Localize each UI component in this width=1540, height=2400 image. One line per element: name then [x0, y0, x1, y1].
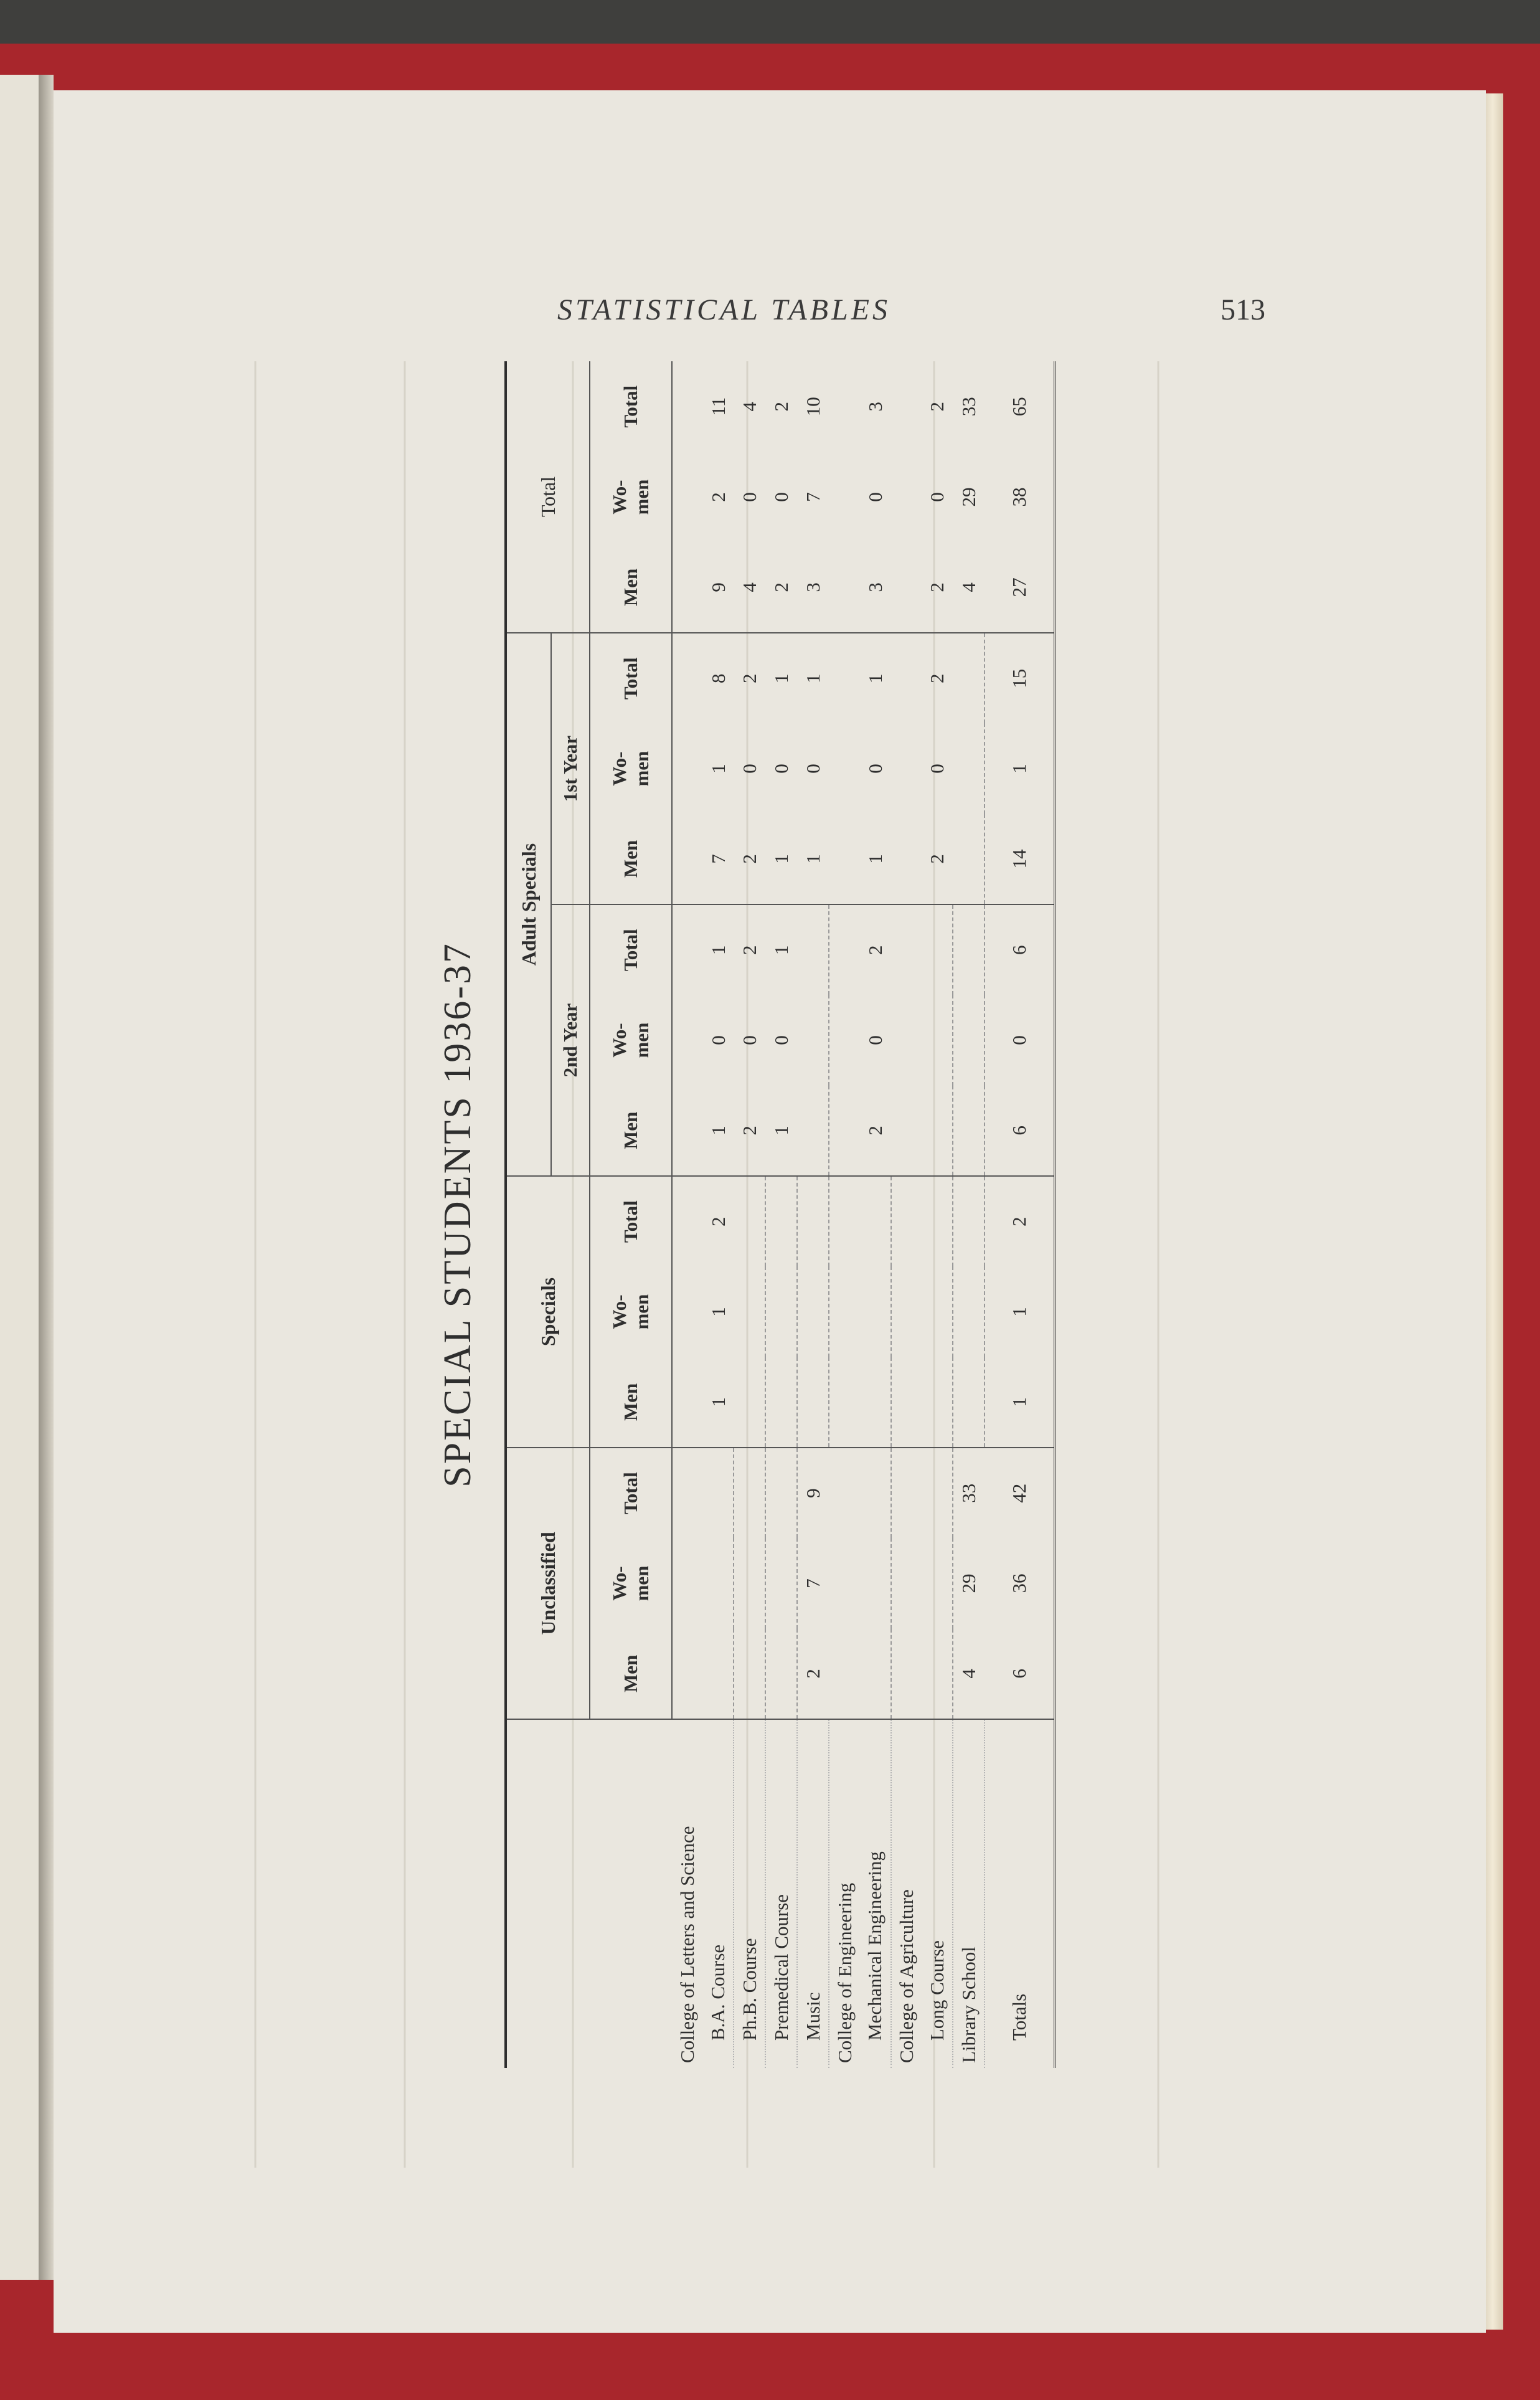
table-cell: 1 [797, 814, 829, 904]
row-label: Long Course [922, 1719, 953, 2068]
table-cell: 0 [707, 1035, 729, 1045]
table-cell [797, 1086, 829, 1176]
table-row [734, 361, 765, 2068]
table-cell [829, 543, 860, 633]
table-cell: 1 [801, 673, 824, 683]
table-cell [672, 1538, 703, 1628]
table-row [922, 361, 953, 2068]
table-cell [829, 361, 860, 452]
table-cell [891, 1448, 922, 1538]
table-cell [703, 1629, 734, 1719]
table-cell: 2 [860, 1086, 891, 1176]
table-cell [829, 814, 860, 904]
table-cell [922, 1629, 953, 1719]
row-label: Music [797, 1719, 829, 2068]
table-cell [672, 1629, 703, 1719]
table-cell [891, 361, 922, 452]
table-cell [953, 995, 985, 1085]
group-first-year: 1st Year [551, 633, 590, 904]
table-cell: 1 [985, 1357, 1055, 1448]
table-cell [829, 1629, 860, 1719]
table-cell [891, 904, 922, 995]
table-cell: 2 [770, 401, 792, 412]
table-cell [922, 1357, 953, 1448]
table-cell: 0 [864, 764, 886, 774]
table-cell [953, 1086, 985, 1176]
table-cell: 0 [770, 1035, 792, 1045]
spine-shadow [39, 75, 54, 2280]
table-cell [672, 1266, 703, 1357]
table-cell: 1 [864, 673, 886, 683]
table-cell: 0 [864, 1035, 886, 1045]
group-adult-specials: Adult Specials [506, 633, 551, 1176]
table-cell: 65 [1008, 397, 1030, 417]
table-cell [829, 633, 860, 723]
table-cell [672, 814, 703, 904]
table-cell [953, 1357, 985, 1448]
table-cell: 11 [707, 397, 729, 416]
table-cell: 1 [703, 1086, 734, 1176]
column-header-women: Wo- men [590, 452, 672, 542]
table-cell: 2 [734, 814, 765, 904]
special-students-table [504, 361, 1065, 2068]
table-row [829, 361, 860, 2068]
table-cell: 6 [1008, 945, 1031, 955]
table-cell [829, 1538, 860, 1628]
page-number: 513 [1221, 293, 1265, 326]
table-cell: 2 [707, 492, 729, 502]
table-cell: 2 [1008, 1217, 1031, 1226]
table-cell [734, 1538, 765, 1628]
table-cell: 3 [797, 543, 829, 633]
column-header-total: Total [590, 904, 672, 995]
table-cell: 14 [985, 814, 1055, 904]
table-cell [734, 1629, 765, 1719]
column-header-total: Total [590, 1176, 672, 1266]
table-cell [829, 723, 860, 813]
table-cell: 1 [707, 1307, 729, 1317]
table-cell [922, 1176, 953, 1266]
table-cell [891, 543, 922, 633]
table-cell [953, 1176, 985, 1266]
table-cell: 6 [985, 1086, 1055, 1176]
column-header-women: Wo- men [590, 995, 672, 1085]
row-label: College of Agriculture [895, 1889, 918, 2063]
left-page-edge [0, 75, 40, 2280]
running-head: STATISTICAL TABLES [557, 293, 890, 326]
table-cell: 15 [1008, 668, 1031, 688]
table-cell: 1 [703, 1357, 734, 1448]
table-cell [797, 1176, 829, 1266]
table-cell [703, 1448, 734, 1538]
table-cell [829, 1086, 860, 1176]
table-title: SPECIAL STUDENTS 1936-37 [437, 942, 479, 1487]
table-cell [672, 633, 703, 723]
table-cell: 2 [922, 814, 953, 904]
table-cell: 2 [765, 543, 797, 633]
row-label: College of Engineering [833, 1882, 856, 2063]
table-cell: 2 [926, 401, 948, 412]
table-cell [829, 995, 860, 1085]
table-cell [672, 1448, 703, 1538]
table-cell: 2 [707, 1217, 729, 1226]
table-cell: 3 [864, 401, 886, 412]
table-cell: 29 [958, 1573, 980, 1593]
table-cell: 1 [707, 945, 729, 955]
table-cell: 4 [738, 401, 760, 412]
table-cell: 7 [703, 814, 734, 904]
table-cell [922, 1266, 953, 1357]
table-cell [891, 452, 922, 542]
table-cell [829, 904, 860, 995]
row-label: College of Letters and Science [676, 1826, 698, 2063]
table-cell [860, 1176, 891, 1266]
table-cell [891, 1176, 922, 1266]
table-cell: 0 [770, 492, 792, 502]
table-cell [922, 1538, 953, 1628]
group-specials: Specials [506, 1176, 590, 1448]
table-cell: 42 [1008, 1483, 1030, 1503]
group-unclassified: Unclassified [506, 1448, 590, 1719]
table-cell [672, 1357, 703, 1448]
column-header-women: Wo- men [590, 1538, 672, 1628]
table-cell [829, 452, 860, 542]
column-header-men: Men [590, 543, 672, 633]
label-header-blank [506, 1719, 672, 2068]
table-cell [891, 723, 922, 813]
table-cell: 0 [864, 492, 886, 502]
column-header-total: Total [590, 1448, 672, 1538]
table-cell: 2 [926, 673, 948, 683]
table-cell: 0 [801, 764, 824, 774]
table-cell: 10 [801, 397, 824, 417]
table-cell [829, 1357, 860, 1448]
table-cell: 38 [1008, 487, 1030, 507]
table-cell: 2 [922, 543, 953, 633]
row-label: Library School [953, 1719, 985, 2068]
row-label: Mechanical Engineering [860, 1719, 891, 2068]
table-cell: 4 [953, 1629, 985, 1719]
table-cell: 6 [985, 1629, 1055, 1719]
table-cell: 33 [958, 1483, 980, 1503]
table-cell: 0 [1008, 1035, 1031, 1045]
table-row [891, 361, 922, 2068]
table-cell [953, 814, 985, 904]
table-cell [922, 1086, 953, 1176]
table-cell: 29 [957, 487, 980, 507]
table-cell [891, 1086, 922, 1176]
column-header-total: Total [590, 633, 672, 723]
table-cell [891, 995, 922, 1085]
table-cell [829, 1266, 860, 1357]
table-cell [734, 1266, 765, 1357]
table-cell [860, 1357, 891, 1448]
table-cell [797, 995, 829, 1085]
table-cell [765, 1266, 797, 1357]
column-header-men: Men [590, 1086, 672, 1176]
table-cell: 1 [1008, 1307, 1031, 1317]
column-header-total: Total [590, 361, 672, 452]
table-cell [703, 1538, 734, 1628]
page-edges [1486, 93, 1503, 2330]
table-cell [953, 904, 985, 995]
table-cell: 3 [860, 543, 891, 633]
table-cell: 1 [707, 764, 729, 774]
table-cell [797, 904, 829, 995]
table-cell [672, 543, 703, 633]
row-label: B.A. Course [703, 1719, 734, 2068]
table-cell: 1 [770, 945, 792, 955]
table-cell: 0 [770, 764, 792, 774]
table-cell [672, 1176, 703, 1266]
table-cell [672, 361, 703, 452]
table-cell [891, 1357, 922, 1448]
table-cell: 4 [734, 543, 765, 633]
table-cell: 0 [926, 492, 948, 502]
table-cell: 1 [765, 814, 797, 904]
table-cell [734, 1176, 765, 1266]
table-row [765, 361, 797, 2068]
table-row [860, 361, 891, 2068]
table-cell [922, 904, 953, 995]
table-cell: 4 [953, 543, 985, 633]
column-header-men: Men [590, 1629, 672, 1719]
table-cell: 33 [957, 397, 980, 417]
table-cell: 0 [738, 1035, 760, 1045]
table-cell [765, 1176, 797, 1266]
table-cell: 1 [770, 673, 792, 683]
table-cell [891, 814, 922, 904]
table-cell [672, 452, 703, 542]
column-header-women: Wo- men [590, 1266, 672, 1357]
table-cell [891, 633, 922, 723]
table-cell: 1 [860, 814, 891, 904]
table-cell [734, 1448, 765, 1538]
table-cell [860, 1448, 891, 1538]
table-cell: 0 [738, 764, 760, 774]
table-cell [672, 995, 703, 1085]
table-cell: 1 [1008, 764, 1031, 774]
table-cell [860, 1629, 891, 1719]
group-total: Total [506, 361, 590, 633]
table-cell: 2 [797, 1629, 829, 1719]
background-top [0, 0, 1540, 44]
table-cell [891, 1538, 922, 1628]
table-cell: 2 [738, 945, 760, 955]
table-cell [672, 723, 703, 813]
table-cell [797, 1266, 829, 1357]
column-header-men: Men [590, 814, 672, 904]
table-row [953, 361, 985, 2068]
table-row [672, 361, 703, 2068]
table-cell [829, 1448, 860, 1538]
table-cell [922, 1448, 953, 1538]
table-cell: 0 [926, 764, 948, 774]
table-bottom-rule [1055, 361, 1065, 2068]
table-cell: 2 [738, 673, 760, 683]
column-header-men: Men [590, 1357, 672, 1448]
table-cell [672, 1086, 703, 1176]
row-label: Ph.B. Course [734, 1719, 765, 2068]
group-second-year: 2nd Year [551, 904, 590, 1176]
table-cell [891, 1266, 922, 1357]
table-cell [797, 1357, 829, 1448]
table-cell [672, 904, 703, 995]
table-cell [765, 1448, 797, 1538]
row-label: Totals [985, 1719, 1055, 2068]
totals-row [985, 361, 1055, 2068]
table-cell [922, 995, 953, 1085]
table-cell [860, 1538, 891, 1628]
table-cell [765, 1629, 797, 1719]
table-cell: 0 [738, 492, 760, 502]
table-cell [829, 1176, 860, 1266]
table-cell: 1 [765, 1086, 797, 1176]
table-cell: 27 [985, 543, 1055, 633]
table-cell [953, 633, 985, 723]
row-label: Premedical Course [765, 1719, 797, 2068]
table-cell: 9 [802, 1488, 824, 1498]
table-cell: 7 [802, 1578, 824, 1588]
table-cell: 8 [707, 673, 729, 683]
table-cell: 36 [1008, 1573, 1030, 1593]
rotated-table-block [436, 361, 1071, 2068]
table-cell: 9 [703, 543, 734, 633]
table-cell [891, 1629, 922, 1719]
table-cell: 7 [801, 492, 824, 502]
table-cell [953, 723, 985, 813]
table-cell [765, 1538, 797, 1628]
table-cell [860, 1266, 891, 1357]
column-header-women: Wo- men [590, 723, 672, 813]
table-row [797, 361, 829, 2068]
table-cell [734, 1357, 765, 1448]
table-cell: 2 [734, 1086, 765, 1176]
table-cell [765, 1357, 797, 1448]
table-cell: 2 [864, 945, 886, 955]
table-cell [953, 1266, 985, 1357]
table-row [703, 361, 734, 2068]
